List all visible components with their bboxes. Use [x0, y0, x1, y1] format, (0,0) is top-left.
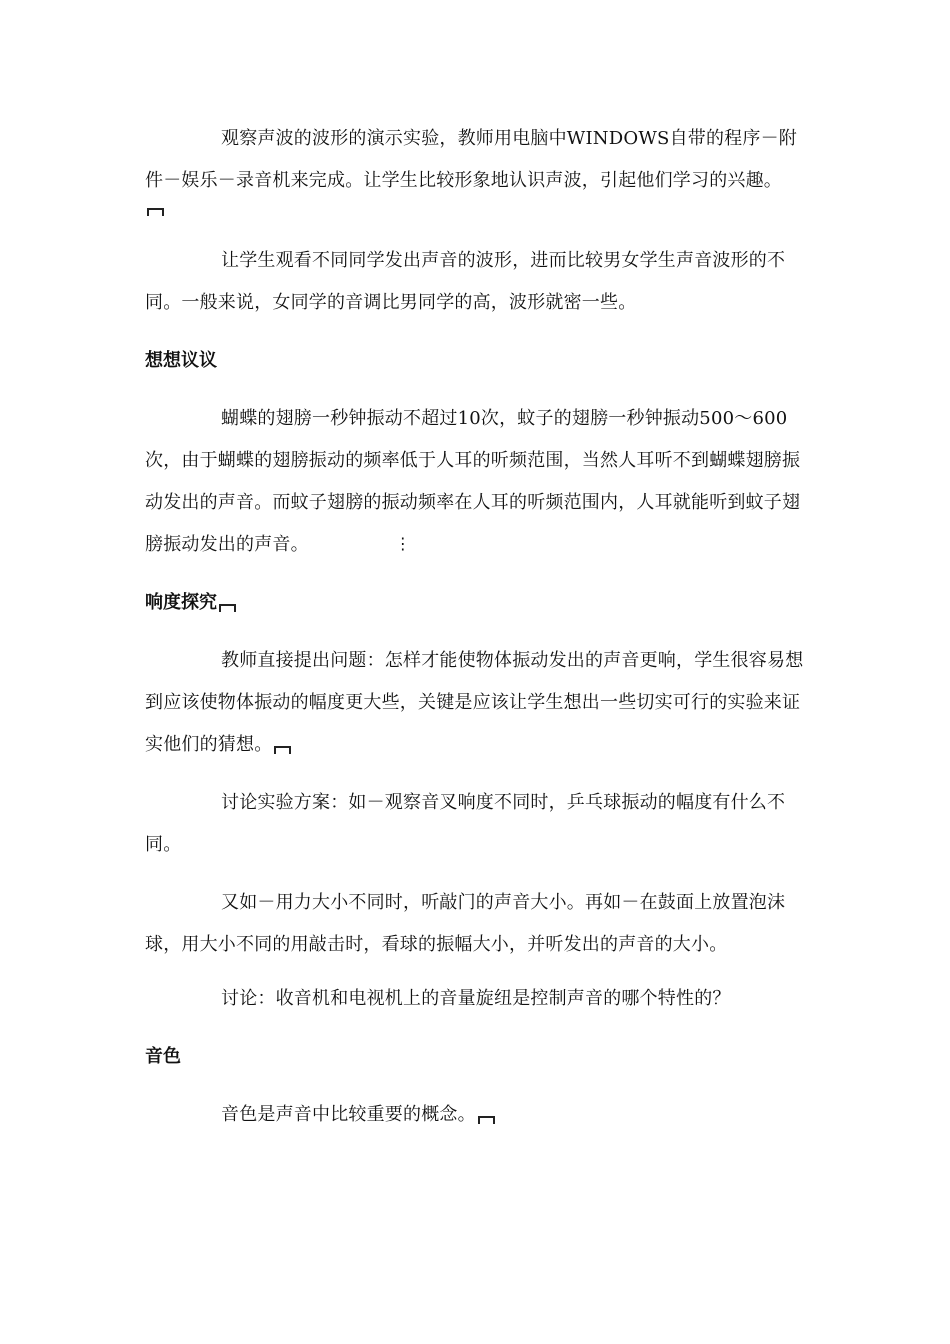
paragraph-waveform-demo-text: 观察声波的波形的演示实验，教师用电脑中WINDOWS自带的程序－附件－娱乐－录音机来完成。让学生比较形象地认识声波，引起他们学习的兴趣。: [145, 128, 797, 191]
paragraph-timbre-concept-text: 音色是声音中比较重要的概念。: [221, 1104, 476, 1125]
paragraph-volume-knob: [145, 978, 805, 1020]
paragraph-volume-knob-text: 讨论：收音机和电视机上的音量旋纽是控制声音的哪个特性的？: [221, 988, 731, 1009]
paragraph-knock-door: [145, 882, 805, 966]
heading-discussion: 想想议议: [145, 350, 217, 371]
paragraph-waveform-demo: [145, 118, 805, 202]
paragraph-timbre-concept: [145, 1094, 805, 1136]
paragraph-teacher-question-text: 教师直接提出问题：怎样才能使物体振动发出的声音更响，学生很容易想到应该使物体振动的幅度更大些，关键是应该让学生想出一些切实可行的实验来证实他们的猜想。: [145, 650, 804, 755]
bracket-mark-icon: [147, 208, 164, 216]
document-body: [145, 118, 805, 1136]
paragraph-butterfly-mosquito: [145, 398, 805, 566]
bracket-mark-icon: [274, 746, 291, 754]
paragraph-knock-door-text: 又如－用力大小不同时，听敲门的声音大小。再如－在鼓面上放置泡沫球，用大小不同的用敲击时，看球的振幅大小，并听发出的声音的大小。: [145, 892, 786, 955]
paragraph-teacher-question: [145, 640, 805, 766]
paragraph-experiment-plan: [145, 782, 805, 866]
heading-loudness-text: 响度探究: [145, 592, 217, 613]
paragraph-compare-voices-text: 让学生观看不同同学发出声音的波形，进而比较男女学生声音波形的不同。一般来说，女同学的音调比男同学的高，波形就密一些。: [145, 250, 786, 313]
paragraph-experiment-plan-text: 讨论实验方案：如－观察音叉响度不同时，乒乓球振动的幅度有什么不同。: [145, 792, 786, 855]
vertical-ellipsis-icon: ⋮: [394, 534, 412, 553]
heading-loudness: [145, 582, 805, 624]
paragraph-butterfly-mosquito-text: 蝴蝶的翅膀一秒钟振动不超过10次，蚊子的翅膀一秒钟振动500～600次，由于蝴蝶的翅膀振动的频率低于人耳的听频范围，当然人耳听不到蝴蝶翅膀振动发出的声音。而蚊子翅膀的振动频率在人耳的听频范围内，人耳就能听到蚊子翅膀振动发出的声音。: [145, 408, 801, 555]
bracket-mark-icon: [219, 604, 236, 612]
heading-timbre: 音色: [145, 1046, 181, 1067]
bracket-mark-icon: [478, 1116, 495, 1124]
paragraph-compare-voices: [145, 240, 805, 324]
